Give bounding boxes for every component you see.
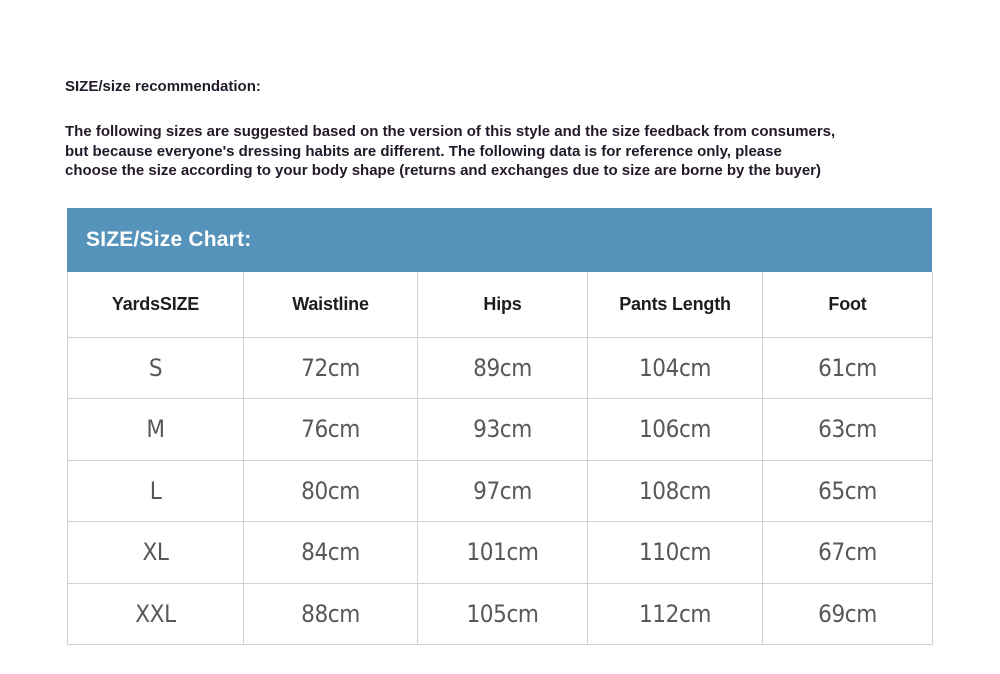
header-row — [68, 272, 933, 337]
column-header-foot: Foot — [763, 272, 933, 337]
hips-cell: 93cm — [418, 399, 588, 461]
recommendation-body-line: The following sizes are suggested based on the version of this style and the size feedback from consumers, — [65, 123, 836, 140]
foot-cell: 65cm — [763, 460, 933, 522]
pants-length-cell: 112cm — [588, 583, 763, 645]
size-table-header — [68, 272, 933, 337]
waistline-cell: 88cm — [244, 583, 418, 645]
table-row-m — [68, 399, 933, 461]
size-cell: S — [68, 337, 244, 399]
size-table — [67, 272, 933, 645]
hips-cell: 101cm — [418, 522, 588, 584]
hips-cell: 97cm — [418, 460, 588, 522]
table-row-xxl — [68, 583, 933, 645]
size-chart — [67, 208, 932, 645]
size-chart-title-bar — [67, 208, 932, 272]
table-row-s — [68, 337, 933, 399]
waistline-cell: 84cm — [244, 522, 418, 584]
pants-length-cell: 110cm — [588, 522, 763, 584]
column-header-pants-length: Pants Length — [588, 272, 763, 337]
size-cell: M — [68, 399, 244, 461]
table-row-xl — [68, 522, 933, 584]
column-header-waistline: Waistline — [244, 272, 418, 337]
column-header-size: YardsSIZE — [68, 272, 244, 337]
foot-cell: 67cm — [763, 522, 933, 584]
size-cell: XXL — [68, 583, 244, 645]
size-cell: XL — [68, 522, 244, 584]
table-row-l — [68, 460, 933, 522]
size-cell: L — [68, 460, 244, 522]
pants-length-cell: 104cm — [588, 337, 763, 399]
hips-cell: 89cm — [418, 337, 588, 399]
recommendation-body-line: choose the size according to your body shape (returns and exchanges due to size are borne by the buyer) — [65, 162, 822, 179]
pants-length-cell: 108cm — [588, 460, 763, 522]
column-header-hips: Hips — [418, 272, 588, 337]
waistline-cell: 76cm — [244, 399, 418, 461]
waistline-cell: 72cm — [244, 337, 418, 399]
hips-cell: 105cm — [418, 583, 588, 645]
recommendation-heading: SIZE/size recommendation: — [65, 78, 261, 95]
foot-cell: 69cm — [763, 583, 933, 645]
foot-cell: 63cm — [763, 399, 933, 461]
pants-length-cell: 106cm — [588, 399, 763, 461]
size-chart-title: SIZE/Size Chart: — [86, 228, 252, 251]
size-table-body — [68, 337, 933, 645]
foot-cell: 61cm — [763, 337, 933, 399]
waistline-cell: 80cm — [244, 460, 418, 522]
recommendation-body — [65, 122, 835, 181]
recommendation-body-line: but because everyone's dressing habits are different. The following data is for reference only, please — [65, 142, 782, 160]
